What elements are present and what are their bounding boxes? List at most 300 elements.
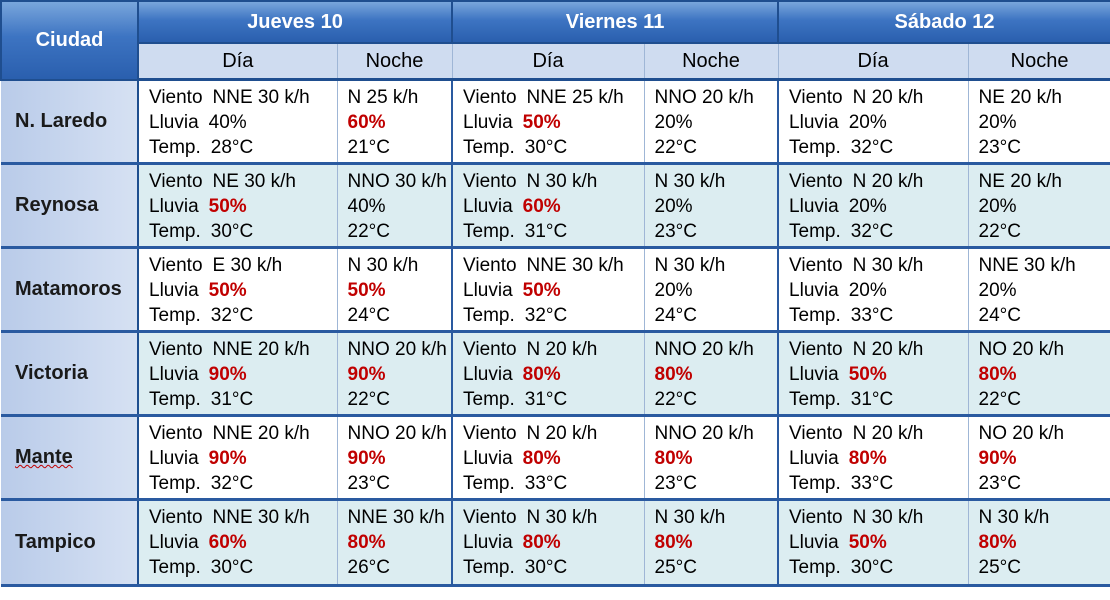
- temp-value: 26°C: [347, 557, 390, 578]
- wind-value: N 30 k/h: [654, 507, 726, 528]
- wind-value: NNE 30 k/h: [526, 255, 624, 276]
- wind-value: NNE 30 k/h: [212, 87, 310, 108]
- rain-value: 40%: [347, 196, 386, 217]
- rain-value: 50%: [848, 532, 887, 553]
- temp-value: 32°C: [524, 305, 568, 326]
- wind-label: Viento: [789, 507, 843, 528]
- city-column-header: Ciudad: [1, 1, 138, 80]
- temp-value: 30°C: [524, 557, 568, 578]
- temp-value: 31°C: [524, 221, 568, 242]
- temp-line: [463, 303, 644, 328]
- forecast-cell: [452, 500, 644, 586]
- wind-label: Viento: [149, 423, 203, 444]
- temp-value: 23°C: [978, 473, 1021, 494]
- forecast-cell: [452, 164, 644, 248]
- wind-value: NNO 20 k/h: [347, 423, 447, 444]
- temp-value: 23°C: [654, 473, 697, 494]
- rain-line: [149, 194, 337, 219]
- wind-label: Viento: [463, 87, 517, 108]
- forecast-cell: [778, 80, 968, 164]
- forecast-cell: [138, 332, 337, 416]
- wind-value: N 30 k/h: [852, 255, 924, 276]
- temp-label: Temp.: [149, 137, 201, 158]
- temp-value: 30°C: [210, 221, 254, 242]
- period-header-row: [1, 43, 1110, 80]
- wind-value: NNE 30 k/h: [347, 507, 445, 528]
- temp-label: Temp.: [789, 221, 841, 242]
- city-label: Tampico: [15, 531, 96, 553]
- rain-value: 90%: [347, 448, 386, 469]
- wind-value: N 25 k/h: [347, 87, 419, 108]
- rain-value: 80%: [522, 532, 561, 553]
- rain-value: 20%: [654, 112, 693, 133]
- rain-line: [463, 446, 644, 471]
- temp-line: [789, 135, 968, 160]
- city-label: Reynosa: [15, 194, 99, 216]
- forecast-cell: [452, 332, 644, 416]
- rain-label: Lluvia: [789, 448, 839, 469]
- forecast-cell: [644, 416, 778, 500]
- forecast-cell: [138, 80, 337, 164]
- rain-label: Lluvia: [789, 532, 839, 553]
- wind-label: Viento: [463, 171, 517, 192]
- temp-line: [463, 387, 644, 412]
- wind-value: N 30 k/h: [654, 171, 726, 192]
- rain-value: 80%: [347, 532, 386, 553]
- forecast-cell: [644, 80, 778, 164]
- day-header-viernes: Viernes 11: [452, 1, 778, 43]
- temp-label: Temp.: [149, 473, 201, 494]
- wind-value: NE 20 k/h: [978, 171, 1062, 192]
- rain-value: 80%: [654, 448, 693, 469]
- period-header-dia: Día: [778, 43, 968, 80]
- forecast-cell: [644, 332, 778, 416]
- temp-line: [463, 555, 644, 580]
- wind-line: [463, 85, 644, 110]
- wind-line: [149, 337, 337, 362]
- wind-value: NNE 20 k/h: [212, 339, 310, 360]
- temp-value: 25°C: [654, 557, 697, 578]
- city-label: Mante: [15, 446, 73, 468]
- wind-line: [463, 253, 644, 278]
- rain-label: Lluvia: [789, 112, 839, 133]
- period-header-noche: Noche: [968, 43, 1110, 80]
- wind-line: [789, 421, 968, 446]
- rain-line: [348, 110, 452, 135]
- rain-value: 20%: [654, 196, 693, 217]
- forecast-cell: [452, 80, 644, 164]
- temp-value: 23°C: [347, 473, 390, 494]
- city-name: [1, 416, 138, 500]
- forecast-cell: [778, 416, 968, 500]
- wind-value: NO 20 k/h: [978, 423, 1065, 444]
- rain-value: 90%: [208, 364, 247, 385]
- rain-label: Lluvia: [149, 196, 199, 217]
- rain-line: [789, 194, 968, 219]
- temp-value: 22°C: [654, 137, 697, 158]
- wind-line: [149, 85, 337, 110]
- rain-value: 60%: [347, 112, 386, 133]
- temp-label: Temp.: [149, 221, 201, 242]
- temp-line: [348, 387, 452, 412]
- temp-value: 30°C: [210, 557, 254, 578]
- wind-label: Viento: [149, 339, 203, 360]
- rain-value: 60%: [208, 532, 247, 553]
- rain-label: Lluvia: [789, 280, 839, 301]
- rain-label: Lluvia: [789, 364, 839, 385]
- temp-value: 22°C: [978, 389, 1021, 410]
- temp-label: Temp.: [789, 305, 841, 326]
- rain-value: 80%: [654, 532, 693, 553]
- wind-value: NNO 20 k/h: [654, 87, 754, 108]
- rain-line: [979, 278, 1110, 303]
- temp-line: [149, 135, 337, 160]
- wind-value: N 30 k/h: [347, 255, 419, 276]
- wind-value: NNE 30 k/h: [978, 255, 1076, 276]
- rain-label: Lluvia: [463, 448, 513, 469]
- forecast-cell: [968, 80, 1110, 164]
- wind-line: [463, 505, 644, 530]
- wind-line: [348, 169, 452, 194]
- wind-value: N 20 k/h: [852, 87, 924, 108]
- wind-line: [789, 169, 968, 194]
- rain-line: [348, 194, 452, 219]
- temp-line: [655, 303, 778, 328]
- rain-value: 90%: [208, 448, 247, 469]
- city-name: [1, 332, 138, 416]
- temp-value: 25°C: [978, 557, 1021, 578]
- wind-value: N 30 k/h: [654, 255, 726, 276]
- rain-value: 20%: [978, 196, 1017, 217]
- rain-line: [979, 194, 1110, 219]
- wind-value: NNE 25 k/h: [526, 87, 624, 108]
- temp-label: Temp.: [789, 137, 841, 158]
- wind-value: NNO 20 k/h: [347, 339, 447, 360]
- rain-label: Lluvia: [149, 364, 199, 385]
- temp-line: [789, 555, 968, 580]
- wind-line: [463, 337, 644, 362]
- wind-value: N 20 k/h: [852, 339, 924, 360]
- forecast-cell: [644, 248, 778, 332]
- temp-value: 32°C: [850, 137, 894, 158]
- temp-line: [979, 303, 1110, 328]
- wind-label: Viento: [149, 87, 203, 108]
- rain-line: [655, 278, 778, 303]
- forecast-cell: [337, 500, 452, 586]
- wind-line: [655, 253, 778, 278]
- temp-line: [655, 387, 778, 412]
- rain-line: [789, 278, 968, 303]
- day-header-jueves: Jueves 10: [138, 1, 452, 43]
- rain-line: [463, 530, 644, 555]
- temp-line: [979, 471, 1110, 496]
- temp-line: [348, 555, 452, 580]
- wind-value: N 20 k/h: [526, 423, 598, 444]
- wind-value: NE 30 k/h: [212, 171, 296, 192]
- rain-line: [348, 362, 452, 387]
- wind-line: [655, 505, 778, 530]
- temp-line: [979, 555, 1110, 580]
- forecast-cell: [968, 332, 1110, 416]
- forecast-cell: [968, 416, 1110, 500]
- rain-value: 50%: [848, 364, 887, 385]
- rain-value: 20%: [848, 112, 887, 133]
- temp-label: Temp.: [149, 557, 201, 578]
- rain-line: [463, 110, 644, 135]
- rain-label: Lluvia: [463, 364, 513, 385]
- city-name: [1, 164, 138, 248]
- wind-label: Viento: [149, 171, 203, 192]
- rain-line: [463, 278, 644, 303]
- table-row: [1, 332, 1110, 416]
- rain-line: [979, 110, 1110, 135]
- temp-value: 24°C: [978, 305, 1021, 326]
- rain-value: 20%: [978, 280, 1017, 301]
- forecast-cell: [337, 248, 452, 332]
- city-label: Victoria: [15, 362, 88, 384]
- day-header-row: [1, 1, 1110, 43]
- rain-line: [149, 446, 337, 471]
- temp-value: 22°C: [978, 221, 1021, 242]
- forecast-cell: [337, 80, 452, 164]
- rain-line: [789, 530, 968, 555]
- rain-value: 80%: [522, 364, 561, 385]
- temp-label: Temp.: [463, 137, 515, 158]
- rain-line: [149, 110, 337, 135]
- temp-label: Temp.: [789, 557, 841, 578]
- forecast-cell: [138, 416, 337, 500]
- temp-line: [463, 471, 644, 496]
- rain-value: 40%: [208, 112, 247, 133]
- rain-value: 60%: [522, 196, 561, 217]
- temp-value: 24°C: [654, 305, 697, 326]
- rain-label: Lluvia: [149, 532, 199, 553]
- wind-line: [789, 337, 968, 362]
- rain-line: [149, 362, 337, 387]
- forecast-cell: [337, 332, 452, 416]
- temp-line: [149, 303, 337, 328]
- rain-value: 90%: [978, 448, 1017, 469]
- temp-line: [348, 135, 452, 160]
- forecast-cell: [778, 500, 968, 586]
- forecast-cell: [138, 500, 337, 586]
- temp-label: Temp.: [789, 389, 841, 410]
- temp-line: [655, 471, 778, 496]
- wind-label: Viento: [789, 255, 843, 276]
- rain-line: [789, 362, 968, 387]
- forecast-body: [1, 80, 1110, 586]
- forecast-cell: [452, 416, 644, 500]
- period-header-dia: Día: [452, 43, 644, 80]
- wind-line: [789, 505, 968, 530]
- forecast-cell: [968, 248, 1110, 332]
- city-label: N. Laredo: [15, 109, 108, 132]
- forecast-cell: [778, 248, 968, 332]
- wind-label: Viento: [149, 507, 203, 528]
- rain-line: [348, 446, 452, 471]
- wind-label: Viento: [463, 423, 517, 444]
- temp-value: 33°C: [850, 305, 894, 326]
- forecast-cell: [138, 164, 337, 248]
- city-label: Matamoros: [15, 278, 122, 300]
- temp-label: Temp.: [463, 389, 515, 410]
- table-row: [1, 248, 1110, 332]
- wind-line: [348, 85, 452, 110]
- rain-value: 80%: [978, 364, 1017, 385]
- wind-line: [348, 337, 452, 362]
- temp-label: Temp.: [789, 473, 841, 494]
- rain-line: [655, 110, 778, 135]
- temp-value: 28°C: [210, 137, 254, 158]
- temp-line: [348, 471, 452, 496]
- table-row: [1, 416, 1110, 500]
- temp-line: [789, 387, 968, 412]
- rain-value: 20%: [654, 280, 693, 301]
- temp-line: [348, 219, 452, 244]
- wind-value: N 20 k/h: [526, 339, 598, 360]
- temp-label: Temp.: [149, 389, 201, 410]
- rain-label: Lluvia: [149, 112, 199, 133]
- wind-value: N 30 k/h: [526, 507, 598, 528]
- temp-value: 32°C: [210, 473, 254, 494]
- rain-value: 80%: [848, 448, 887, 469]
- wind-line: [348, 253, 452, 278]
- rain-label: Lluvia: [149, 448, 199, 469]
- temp-value: 24°C: [347, 305, 390, 326]
- wind-value: NNO 20 k/h: [654, 423, 754, 444]
- temp-line: [979, 135, 1110, 160]
- city-name: [1, 500, 138, 586]
- wind-value: NNO 30 k/h: [347, 171, 447, 192]
- temp-value: 31°C: [850, 389, 894, 410]
- wind-value: E 30 k/h: [212, 255, 283, 276]
- temp-value: 22°C: [347, 389, 390, 410]
- wind-line: [979, 505, 1110, 530]
- wind-label: Viento: [789, 87, 843, 108]
- temp-value: 23°C: [654, 221, 697, 242]
- wind-line: [149, 169, 337, 194]
- forecast-cell: [644, 164, 778, 248]
- wind-line: [655, 85, 778, 110]
- rain-value: 80%: [522, 448, 561, 469]
- wind-line: [463, 169, 644, 194]
- temp-label: Temp.: [463, 221, 515, 242]
- wind-line: [789, 253, 968, 278]
- wind-value: NNE 20 k/h: [212, 423, 310, 444]
- forecast-cell: [778, 332, 968, 416]
- temp-value: 30°C: [850, 557, 894, 578]
- temp-line: [979, 387, 1110, 412]
- temp-line: [348, 303, 452, 328]
- wind-label: Viento: [463, 339, 517, 360]
- table-row: [1, 80, 1110, 164]
- rain-line: [348, 530, 452, 555]
- rain-value: 20%: [978, 112, 1017, 133]
- wind-value: N 30 k/h: [852, 507, 924, 528]
- wind-value: NE 20 k/h: [978, 87, 1062, 108]
- day-header-sabado: Sábado 12: [778, 1, 1110, 43]
- rain-value: 50%: [208, 280, 247, 301]
- wind-line: [348, 421, 452, 446]
- wind-line: [348, 505, 452, 530]
- rain-value: 50%: [208, 196, 247, 217]
- wind-line: [149, 253, 337, 278]
- temp-value: 32°C: [850, 221, 894, 242]
- forecast-cell: [778, 164, 968, 248]
- table-row: [1, 164, 1110, 248]
- temp-line: [149, 471, 337, 496]
- temp-line: [463, 219, 644, 244]
- wind-label: Viento: [789, 423, 843, 444]
- rain-line: [655, 194, 778, 219]
- rain-label: Lluvia: [463, 532, 513, 553]
- wind-value: N 20 k/h: [852, 423, 924, 444]
- rain-label: Lluvia: [789, 196, 839, 217]
- rain-line: [655, 362, 778, 387]
- wind-line: [463, 421, 644, 446]
- temp-label: Temp.: [463, 557, 515, 578]
- rain-value: 50%: [522, 280, 561, 301]
- wind-line: [789, 85, 968, 110]
- period-header-dia: Día: [138, 43, 337, 80]
- rain-line: [979, 530, 1110, 555]
- wind-line: [979, 169, 1110, 194]
- rain-line: [789, 446, 968, 471]
- rain-line: [789, 110, 968, 135]
- temp-value: 23°C: [978, 137, 1021, 158]
- forecast-cell: [337, 164, 452, 248]
- temp-line: [149, 219, 337, 244]
- rain-value: 80%: [654, 364, 693, 385]
- wind-label: Viento: [149, 255, 203, 276]
- temp-line: [789, 219, 968, 244]
- forecast-cell: [644, 500, 778, 586]
- wind-label: Viento: [789, 339, 843, 360]
- temp-value: 32°C: [210, 305, 254, 326]
- forecast-cell: [968, 164, 1110, 248]
- wind-line: [149, 421, 337, 446]
- temp-value: 22°C: [347, 221, 390, 242]
- rain-line: [149, 278, 337, 303]
- rain-line: [463, 194, 644, 219]
- rain-line: [979, 446, 1110, 471]
- wind-value: N 30 k/h: [978, 507, 1050, 528]
- city-name: [1, 80, 138, 164]
- wind-label: Viento: [463, 507, 517, 528]
- temp-value: 33°C: [524, 473, 568, 494]
- rain-line: [348, 278, 452, 303]
- rain-line: [655, 446, 778, 471]
- wind-value: N 20 k/h: [852, 171, 924, 192]
- rain-line: [463, 362, 644, 387]
- period-header-noche: Noche: [337, 43, 452, 80]
- temp-value: 31°C: [524, 389, 568, 410]
- wind-line: [979, 85, 1110, 110]
- forecast-cell: [138, 248, 337, 332]
- temp-value: 33°C: [850, 473, 894, 494]
- rain-value: 90%: [347, 364, 386, 385]
- temp-value: 22°C: [654, 389, 697, 410]
- temp-label: Temp.: [463, 473, 515, 494]
- city-name: [1, 248, 138, 332]
- temp-line: [979, 219, 1110, 244]
- wind-line: [655, 337, 778, 362]
- rain-value: 20%: [848, 280, 887, 301]
- rain-value: 50%: [347, 280, 386, 301]
- temp-value: 21°C: [347, 137, 390, 158]
- temp-line: [655, 135, 778, 160]
- wind-value: NNO 20 k/h: [654, 339, 754, 360]
